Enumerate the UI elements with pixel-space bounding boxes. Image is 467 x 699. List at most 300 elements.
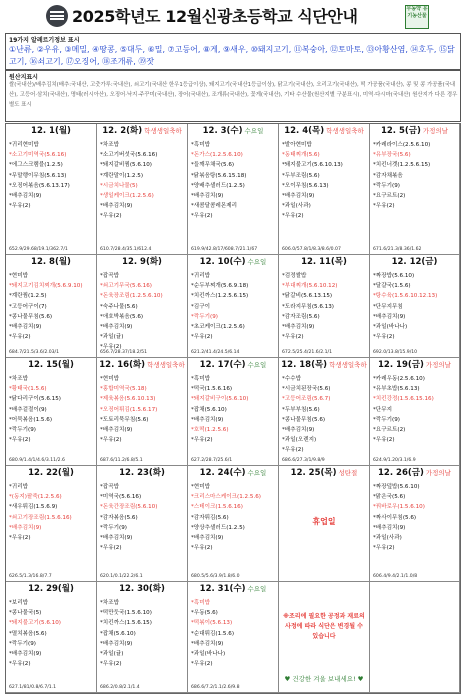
menu-item: *돼지갈비구이(5.6.10)	[191, 396, 249, 403]
menu-item: *배추김치(9)	[100, 203, 133, 210]
menu-item: *감자볶음(5.6)	[100, 514, 138, 521]
menu-item: *보리밥	[9, 600, 29, 606]
menu-list	[191, 598, 277, 669]
menu-item: *두부조림(5.6)	[282, 172, 320, 179]
menu-list	[373, 482, 458, 553]
menu-item: *닭갈비(5.6.13.15)	[282, 293, 333, 300]
menu-item: *과일(귤)	[100, 651, 124, 658]
greeting-text: ♥ 건강한 겨울 보내세요! ♥	[284, 675, 364, 683]
date-label: 12. 11(목)	[301, 257, 347, 267]
menu-item: *쇠고기장조림(1.5.6.16)	[9, 514, 72, 521]
day-date	[188, 582, 278, 596]
menu-item: *우유(2)	[191, 334, 213, 341]
menu-item: *양배추샐러드(1.2.5)	[191, 182, 245, 189]
menu-item: *우유(2)	[100, 344, 122, 351]
nutrition-info: 606.4/9.4/2.1/1.0/8	[373, 574, 418, 579]
menu-item: *김구이	[191, 303, 211, 310]
day-event: 수요일	[247, 258, 267, 266]
menu-item: *배추김치(9)	[9, 193, 42, 200]
menu-item: *우유(2)	[191, 661, 213, 668]
nutrition-info: 610.7/28.4/35.1/612.4	[100, 247, 152, 252]
menu-item: *무말랭이무침(5.6.13)	[9, 172, 67, 179]
menu-list	[191, 140, 277, 222]
menu-item: *동태찌개(5.6)	[282, 152, 320, 159]
menu-list	[9, 482, 95, 543]
day-event: 수요일	[247, 469, 267, 477]
menu-item: *잡채(5.6.10)	[191, 406, 227, 413]
day-cell	[279, 255, 370, 358]
menu-item: *잡곡밥	[100, 484, 120, 490]
menu-item: *과일(바나나)	[191, 651, 226, 658]
menu-list	[282, 374, 368, 456]
day-cell	[279, 466, 370, 582]
day-cell	[370, 124, 460, 255]
menu-item: *치킨강정(1.5.6.15.16)	[373, 396, 434, 403]
date-label: 12. 15(월)	[28, 360, 74, 370]
menu-item: *닭볶음탕(5.6.15.18)	[191, 172, 247, 179]
date-label: 12. 4(목)	[284, 126, 325, 136]
menu-item: *검정쌀밥	[282, 273, 307, 279]
menu-item: *소고기버섯국(5.6.16)	[100, 152, 158, 159]
day-date	[6, 124, 96, 138]
menu-item: *에그스크램블(1.2.5)	[9, 162, 63, 169]
menu-item: *콩나물국(5)	[9, 610, 42, 617]
menu-item: *제육볶음(5.6.10.13)	[100, 396, 156, 403]
date-label: 12. 30(화)	[119, 584, 165, 594]
menu-item: *콩나물무침(5.6)	[9, 313, 53, 320]
menu-item: *시금치된장국(5.6)	[282, 386, 331, 393]
menu-list	[373, 140, 458, 211]
menu-item: *돈육장조림(1.2.5.6.10)	[100, 293, 163, 300]
day-cell	[188, 255, 279, 358]
menu-item: *우유(2)	[282, 334, 304, 341]
nutrition-info: 680.5/5.6/3.9/1.8/6.0	[191, 574, 240, 579]
day-event: 학생생일축하	[147, 361, 185, 369]
menu-item: *짜장밥(5.6.10)	[373, 273, 415, 279]
menu-item: *과일(귤)	[100, 334, 124, 341]
day-date	[370, 255, 459, 269]
menu-item: *흑미밥	[191, 376, 211, 382]
menu-item: *수수밥	[282, 376, 302, 382]
menu-item: *카레우동(2.5.6.10)	[373, 376, 425, 382]
day-date	[370, 124, 459, 138]
nutrition-info: 680.9/1.4/1/4.6/3.11/2.6	[9, 458, 65, 463]
menu-item: *배추김치(9)	[191, 416, 224, 423]
menu-item: *새우튀김(1.5.6.9)	[9, 504, 58, 511]
menu-item: *배추김치(9)	[9, 324, 42, 331]
nutrition-info: 686.2/0.8/2.1/1.4	[100, 685, 140, 690]
menu-item: *떡볶이(5.6.13)	[191, 620, 233, 627]
menu-item: *배추김치(9)	[373, 524, 406, 531]
day-cell	[370, 255, 460, 358]
menu-item: *생일케이크(1.2.5.6)	[100, 193, 154, 200]
menu-list	[100, 140, 186, 222]
menu-item: *우유(2)	[100, 545, 122, 552]
day-date	[188, 358, 278, 372]
day-date	[6, 358, 96, 372]
day-date	[188, 255, 278, 269]
day-cell	[370, 582, 460, 693]
menu-item: *발아현미밥	[282, 142, 312, 148]
nutrition-info: 621.2/41.4/24.5/6.14	[191, 350, 240, 355]
menu-list	[373, 374, 458, 445]
menu-item: *현미밥	[191, 484, 211, 490]
nutrition-info: 624.9/1.20/3.1/6.9	[373, 458, 416, 463]
menu-item: *현미밥	[9, 273, 29, 279]
menu-item: *잡곡밥	[100, 273, 120, 279]
nutrition-info: 620.1/0.1/22.2/6.1	[100, 574, 143, 579]
menu-item: *과일(사과)	[373, 535, 402, 542]
day-date	[279, 255, 369, 269]
menu-item: *배추김치(9)	[282, 324, 315, 331]
menu-item: *돼지불고기(5.6.10)	[9, 620, 61, 627]
allergy-info-box	[5, 33, 461, 70]
day-cell	[6, 582, 97, 693]
day-cell	[279, 582, 370, 693]
nutrition-info: 686.6/27.3/1/9.8/9	[282, 458, 325, 463]
day-date	[279, 466, 369, 480]
menu-item: *떡국(1.5.6.16)	[191, 386, 233, 393]
nutrition-info: 627.1/81/0.8/6.7/1.1	[9, 685, 57, 690]
menu-item: *우유(2)	[373, 334, 395, 341]
day-cell	[188, 466, 279, 582]
menu-item: *우유(2)	[9, 437, 31, 444]
date-label: 12. 1(월)	[31, 126, 71, 136]
date-label: 12. 17(수)	[199, 360, 246, 370]
menu-item: *미역국(5.6.16)	[100, 494, 142, 501]
menu-item: *과일(사과)	[282, 203, 311, 210]
menu-item: *떡만둣국(1.5.6.10)	[100, 610, 152, 617]
menu-item: *쇠고기무국(5.6.16)	[100, 283, 152, 290]
day-cell	[370, 358, 460, 466]
menu-item: *흑미밥	[191, 142, 211, 148]
date-label: 12. 8(월)	[31, 257, 71, 267]
nutrition-info: 656.7/28.37/18.2/51	[100, 350, 148, 355]
menu-item: *우유(2)	[373, 545, 395, 552]
nutrition-info: 671.6/21.3/8.36/1.62	[373, 247, 422, 252]
day-date	[6, 582, 96, 596]
menu-item: *초코케이크(1.2.5.6)	[191, 324, 245, 331]
nutrition-info: 687.6/11.2/6.8/5.1	[100, 458, 143, 463]
menu-list	[282, 140, 368, 222]
nutrition-info: 686.6/7.2/1.1/2.6/9.8	[191, 685, 240, 690]
menu-item: *잡채(5.6.10)	[100, 630, 136, 637]
menu-item: *유부초밥(5.6.13)	[373, 386, 420, 393]
menu-item: *시금치나물(5)	[100, 182, 138, 189]
menu-item: *배추김치(9)	[9, 524, 42, 531]
menu-item: *우동(5.6)	[191, 610, 218, 617]
date-label: 12. 9(화)	[122, 257, 162, 267]
day-cell	[279, 358, 370, 466]
day-cell	[6, 255, 97, 358]
menu-item: *호떡(1.2.5.6)	[191, 427, 229, 434]
menu-item: *깍두기(9)	[373, 416, 400, 423]
menu-item: *도라지무침(5.6.13)	[282, 303, 334, 310]
holiday-label: 휴업일	[312, 517, 336, 526]
nutrition-info: 619.9/42.8/17/608.7/21.1/67	[191, 247, 258, 252]
day-event: 성탄절	[338, 469, 358, 477]
menu-item: *짜사이무침(5.6)	[373, 514, 417, 521]
allergy-heading: 19가지 알레르기정보 표시	[9, 37, 80, 44]
menu-item: *치킨까스(1.2.5.6.15)	[191, 293, 249, 300]
day-date	[279, 124, 369, 138]
menu-list	[282, 271, 368, 342]
menu-item: *애호박볶음(5.6)	[100, 313, 144, 320]
menu-item: *우유(2)	[100, 661, 122, 668]
date-label: 12. 10(수)	[199, 257, 246, 267]
day-event: 수요일	[244, 127, 264, 135]
menu-item: *단무지무침	[373, 303, 403, 310]
menu-item: *배추김치(9)	[100, 427, 133, 434]
day-date	[97, 358, 187, 372]
menu-list	[100, 271, 186, 353]
menu-item: *배추김치(9)	[100, 324, 133, 331]
menu-item: *도토리묵무침(5.6)	[100, 416, 149, 423]
menu-item: *배추김치(9)	[373, 313, 406, 320]
menu-list	[9, 374, 95, 445]
menu-item: *배추김치(9)	[100, 640, 133, 647]
menu-item: *우유(2)	[191, 545, 213, 552]
date-label: 12. 16(화)	[99, 360, 146, 370]
menu-list	[100, 482, 186, 553]
allergy-list: ①난류, ②우유, ③메밀, ④땅콩, ⑤대두, ⑥밀, ⑦고등어, ⑧게, ⑨새우, ⑩돼지고기, ⑪복숭아, ⑫토마토, ⑬아황산염, ⑭호두, ⑮닭고기, ⑯쇠고기, ⑰오징어, ⑱조개류, ⑲잣	[9, 45, 455, 66]
menu-item: *치킨까스(1.5.6.15)	[100, 620, 152, 627]
day-date	[97, 466, 187, 480]
menu-item: *순두부찌개(5.6.9.18)	[191, 283, 249, 290]
day-cell	[97, 582, 188, 693]
menu-item: *배추김치(9)	[9, 651, 42, 658]
day-cell	[97, 255, 188, 358]
day-cell	[188, 582, 279, 693]
menu-item: *깍두기(9)	[9, 640, 36, 647]
menu-item: *우유(2)	[9, 203, 31, 210]
day-date	[97, 582, 187, 596]
day-cell	[6, 124, 97, 255]
menu-item: *우유(2)	[100, 213, 122, 220]
menu-item: *우유(2)	[282, 447, 304, 454]
day-cell	[188, 124, 279, 255]
menu-item: *짜장덮밥(5.6.10)	[373, 484, 420, 490]
menu-item: *돈가스(1.2.5.6.10)	[191, 152, 243, 159]
menu-item: *닭다리구이(5.6.15)	[9, 396, 61, 403]
menu-item: *차조밥	[100, 142, 120, 148]
day-date	[97, 124, 187, 138]
menu-item: *돼지불고기(5.6.10.13)	[282, 162, 343, 169]
menu-item: *우유(2)	[191, 213, 213, 220]
menu-item: *홍합미역국(5.18)	[100, 386, 147, 393]
origin-info-box	[5, 70, 461, 122]
menu-list	[9, 598, 95, 669]
date-label: 12. 23(화)	[119, 468, 165, 478]
menu-item: *현미밥	[100, 376, 120, 382]
menu-item: *돼지고기김치찌개(5.6.9.10)	[9, 283, 83, 290]
day-date	[370, 466, 459, 480]
date-label: 12. 3(수)	[202, 126, 243, 136]
menu-item: *우유(2)	[9, 661, 31, 668]
nutrition-info: 606.0/57.8/1/8.3/8.6/0.07	[282, 247, 341, 252]
menu-item: *단무지	[373, 406, 393, 413]
menu-item: *양상추샐러드(1.2.5)	[191, 524, 245, 531]
menu-item: *우유(2)	[373, 437, 395, 444]
day-event: 학생생일축하	[144, 127, 182, 135]
menu-item: *배추겉절이(9)	[9, 406, 47, 413]
menu-item: *배추김치(9)	[191, 640, 224, 647]
menu-item: *달걀국(1.5.6)	[373, 283, 411, 290]
menu-item: *깍두기(9)	[9, 427, 36, 434]
menu-item: *크리스마스케이크(1.2.5.6)	[191, 494, 261, 501]
menu-item: *오이무침(5.6.13)	[282, 182, 329, 189]
day-cell	[97, 466, 188, 582]
day-event: 수요일	[247, 361, 267, 369]
date-label: 12. 2(화)	[102, 126, 143, 136]
menu-item: *오징어튀김(1.5.6.17)	[100, 406, 158, 413]
nutrition-info: 626.5/1.3/16.8/7.7	[9, 574, 52, 579]
menu-item: *과일(오렌지)	[282, 437, 317, 444]
date-label: 12. 22(월)	[28, 468, 74, 478]
menu-item: *요구르트(2)	[373, 427, 406, 434]
menu-change-notice: ※조리에 필요한 공정과 재료의 사정에 따라 식단은 변경될 수 있습니다	[283, 613, 365, 640]
menu-item: *배추김치(9)	[282, 427, 315, 434]
day-event: 가정의날	[425, 361, 451, 369]
menu-item: *어묵볶음(1.5.6)	[9, 416, 53, 423]
menu-list	[373, 271, 458, 342]
nutrition-info: 652.9/29.68/19.1/362.7/1	[9, 247, 68, 252]
page-title: 2025학년도 12월신광초등학교 식단안내	[72, 7, 358, 26]
day-date	[97, 255, 187, 269]
date-label: 12. 12(금)	[391, 257, 438, 267]
menu-item: *배추김치(9)	[282, 193, 315, 200]
day-event: 수요일	[247, 585, 267, 593]
day-cell	[370, 466, 460, 582]
menu-item: *깍두기(9)	[191, 313, 218, 320]
date-label: 12. 26(금)	[378, 468, 424, 478]
menu-item: *새콤달콤레몬제리	[191, 203, 238, 210]
menu-list	[100, 598, 186, 669]
day-cell	[6, 466, 97, 582]
menu-item: *우유(2)	[191, 437, 213, 444]
menu-item: *계란찜(1.2.5)	[9, 293, 47, 300]
menu-list	[191, 374, 277, 445]
day-cell	[188, 358, 279, 466]
menu-item: *감자채볶음	[373, 172, 403, 179]
menu-item: *감자조림(5.6)	[282, 313, 320, 320]
menu-item: *흑미밥	[191, 600, 211, 606]
menu-list	[191, 271, 277, 342]
day-event: 학생생일축하	[326, 127, 364, 135]
menu-item: *계란말이(1.2.5)	[100, 172, 144, 179]
date-label: 12. 29(월)	[28, 584, 74, 594]
header	[0, 0, 467, 33]
menu-item: *카레라이스(2.5.6.10)	[373, 142, 431, 148]
menu-item: *배추김치(9)	[100, 535, 133, 542]
menu-item: *들깨무채국(5.6)	[191, 162, 235, 169]
nutrition-info: 672.5/25.4/21.6/2.1/1	[282, 350, 333, 355]
nutrition-info: 627.2/28.7/25.6/1	[191, 458, 233, 463]
menu-item: *오징어볶음(5.6.13.17)	[9, 182, 70, 189]
menu-item: *요구르트(2)	[373, 193, 406, 200]
menu-item: *꿔바로우(1.5.6.10)	[373, 504, 425, 511]
menu-item: *돼지갈비찜(5.6.10)	[100, 162, 152, 169]
menu-item: *스테이크(1.5.6.16)	[191, 504, 243, 511]
date-label: 12. 24(수)	[199, 468, 246, 478]
day-cell	[97, 124, 188, 255]
day-event: 가정의날	[425, 469, 451, 477]
menu-item: *돈육간장조림(5.6.10)	[100, 504, 158, 511]
menu-item: *배추김치(9)	[191, 193, 224, 200]
menu-item: *탕수육(1.5.6.10.12.13)	[373, 293, 438, 300]
menu-item: *감자튀김(5.6)	[191, 514, 229, 521]
menu-item: *차조밥	[9, 376, 29, 382]
menu-item: *고등어조림(5.6.7)	[282, 396, 331, 403]
day-cell	[279, 124, 370, 255]
day-date	[279, 358, 369, 372]
date-label: 12. 31(수)	[199, 584, 246, 594]
day-date	[188, 124, 278, 138]
menu-calendar-grid	[5, 123, 461, 694]
day-date	[6, 466, 96, 480]
day-cell	[6, 358, 97, 466]
organic-badge: 무농약 유기농산물	[405, 5, 429, 29]
menu-item: *귀리현미밥	[9, 142, 39, 148]
menu-list	[9, 271, 95, 342]
origin-text: 쌀(국내산)/배추김치(배추:국내산, 고춧가루:국내산), 쇠고기(국내산 한우1등급이상), 돼지고기(국내산1등급이상), 닭고기(국내산), 오리고기(국내산), 떡 가공품(국내산), 콩 및 콩 가공품(국내산), 고등어·삼치(국내산), 명태(러시아산), 오징어·낙지·주꾸미(국내산), 장어(국내산), 조개류(국내산), 꽃게(국내산), 기타 수산물(원산지별 구분표시), 미역·다시마(국내산) 원산지가 다른 경우 별도 표시	[9, 82, 458, 108]
date-label: 12. 5(금)	[380, 126, 421, 136]
menu-list	[9, 140, 95, 211]
menu-item: *우유(2)	[9, 334, 31, 341]
day-date	[370, 358, 459, 372]
menu-item: *우유(2)	[282, 213, 304, 220]
menu-item: *맑은국(5.6)	[373, 494, 406, 501]
menu-item: *고등어구이(7)	[9, 303, 47, 310]
date-label: 12. 25(목)	[290, 468, 337, 478]
menu-item: *배추김치(9)	[191, 535, 224, 542]
nutrition-info: 692.0/13.8/15.9/10	[373, 350, 418, 355]
menu-item: *깍두기(9)	[373, 182, 400, 189]
date-label: 12. 18(목)	[281, 360, 328, 370]
origin-heading: 원산지표시	[9, 74, 38, 81]
menu-item: *(동지)팥죽(1.2.5.6)	[9, 494, 62, 501]
menu-item: *귀리밥	[191, 273, 211, 279]
menu-item: *유부장국(5.6)	[373, 152, 411, 159]
day-date	[6, 255, 96, 269]
menu-item: *귀리밥	[9, 484, 29, 490]
day-cell	[97, 358, 188, 466]
school-logo-icon	[46, 5, 68, 27]
menu-list	[100, 374, 186, 445]
menu-item: *깍두기(9)	[100, 524, 127, 531]
menu-item: *부대찌개(5.6.10.12)	[282, 283, 338, 290]
menu-item: *우유(2)	[100, 437, 122, 444]
menu-item: *순대튀김(1.5.6)	[191, 630, 235, 637]
day-date	[188, 466, 278, 480]
menu-item: *황태국(1.5.6)	[9, 386, 47, 393]
menu-item: *차조밥	[100, 600, 120, 606]
day-event: 가정의날	[422, 127, 449, 135]
menu-item: *소고기미역국(5.6.16)	[9, 152, 67, 159]
day-event: 학생생일축하	[329, 361, 367, 369]
menu-list	[191, 482, 277, 553]
menu-item: *우유(2)	[9, 535, 31, 542]
menu-item: *과일(바나나)	[373, 324, 408, 331]
menu-item: *치킨너겟(1.2.5.6.15)	[373, 162, 431, 169]
menu-item: *멸치볶음(5.6)	[9, 630, 47, 637]
menu-item: *두부부침(5.6)	[282, 406, 320, 413]
date-label: 12. 19(금)	[378, 360, 424, 370]
menu-item: *숙주나물(5.6)	[100, 303, 138, 310]
menu-item: *우유(2)	[373, 203, 395, 210]
nutrition-info: 684.7/21.5/3.6/2.03/1	[9, 350, 60, 355]
menu-item: *콩나물무침(5.6)	[282, 416, 326, 423]
